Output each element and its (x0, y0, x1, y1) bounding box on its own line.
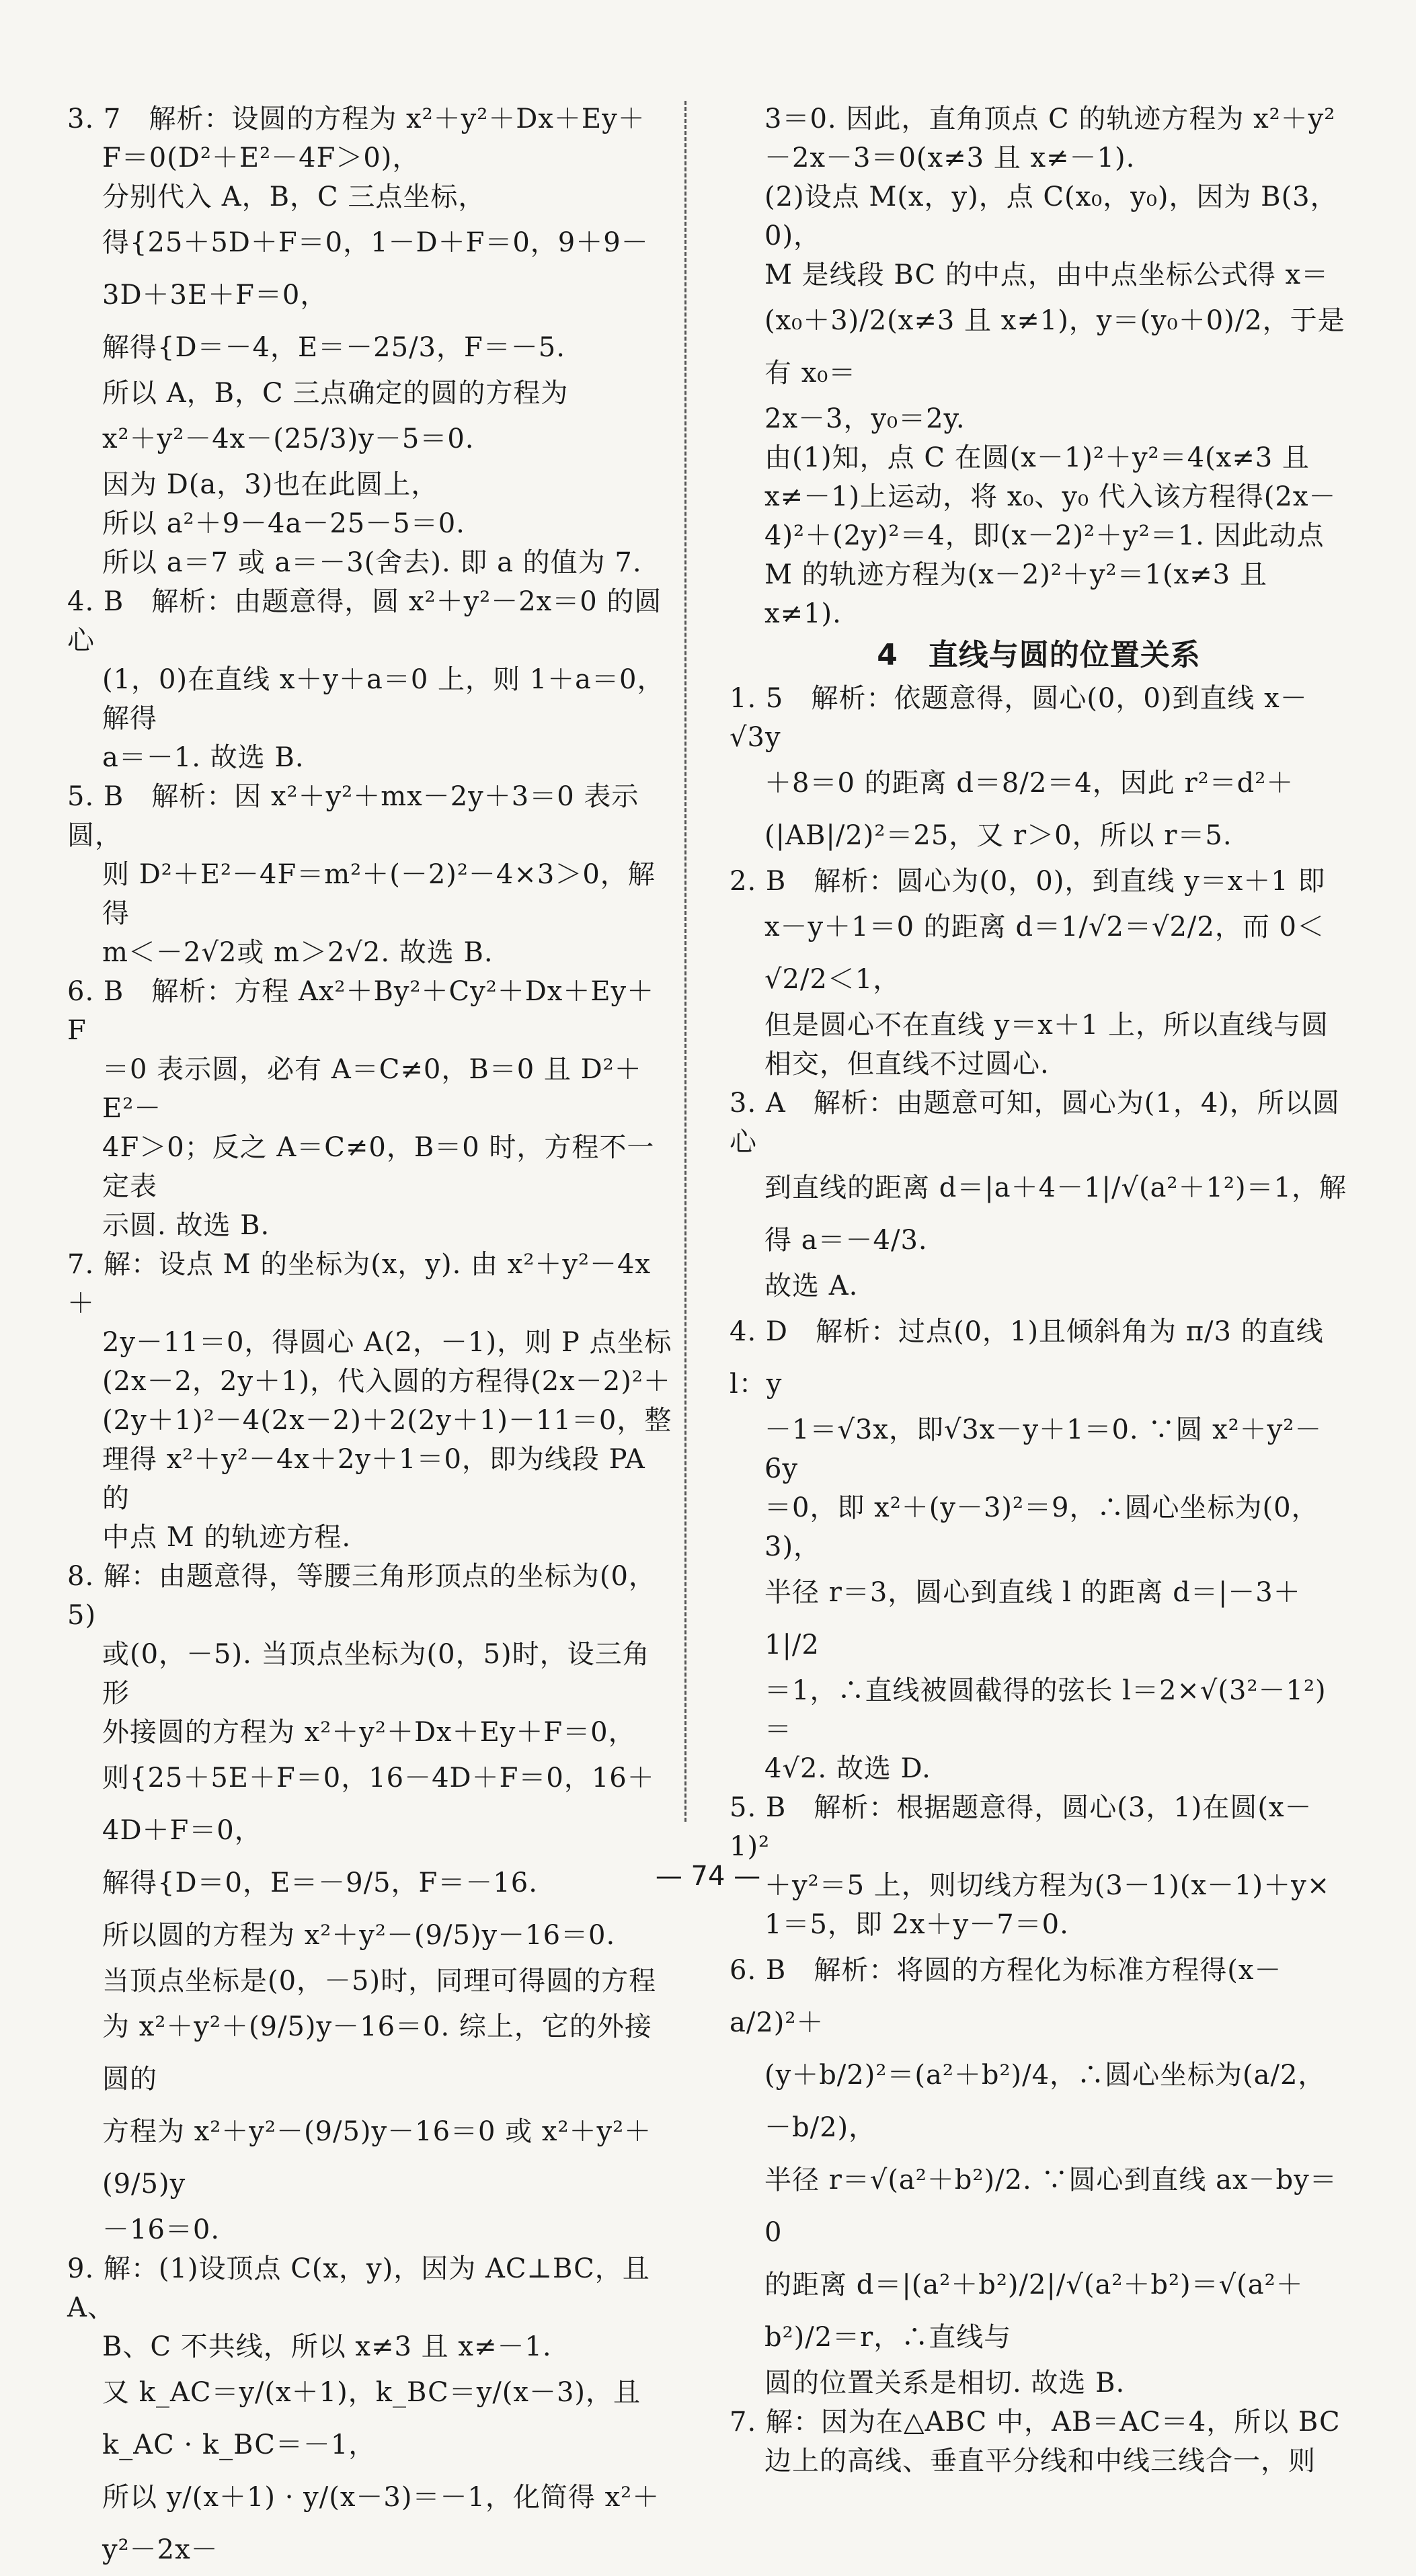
text-line: 因为 D(a，3)也在此圆上， (102, 469, 439, 500)
text-line: ＝0，即 x²＋(y－3)²＝9，∴圆心坐标为(0，3)， (764, 1492, 1319, 1562)
text-line: －16＝0. (102, 2214, 221, 2245)
text-line: 半径 r＝√(a²＋b²)/2. ∵圆心到直线 ax－by＝0 (764, 2165, 1337, 2248)
text-line: 5. B 解析：根据题意得，圆心(3，1)在圆(x－1)² (730, 1792, 1312, 1862)
text-line: 3. A 解析：由题意可知，圆心为(1，4)，所以圆心 (730, 1088, 1340, 1158)
left-column (67, 99, 672, 2576)
text-line: 3＝0. 因此，直角顶点 C 的轨迹方程为 x²＋y² (764, 104, 1336, 134)
text-line: F＝0(D²＋E²－4F＞0)， (102, 143, 420, 173)
text-line: 6. B 解析：将圆的方程化为标准方程得(x－a/2)²＋ (730, 1955, 1282, 2038)
text-line: M 的轨迹方程为(x－2)²＋y²＝1(x≠3 且 x≠1). (764, 559, 1267, 629)
text-line: 圆的位置关系是相切. 故选 B. (764, 2368, 1126, 2399)
text-line: 当顶点坐标是(0，－5)时，同理可得圆的方程 (102, 1966, 657, 1997)
text-line: (2x－2，2y＋1)，代入圆的方程得(2x－2)²＋ (102, 1366, 671, 1397)
text-line: (2y＋1)²－4(2x－2)＋2(2y＋1)－11＝0，整 (102, 1405, 672, 1436)
text-line: 解得{D＝－4，E＝－25/3，F＝－5. (102, 332, 565, 363)
text-line: x－y＋1＝0 的距离 d＝1/√2＝√2/2，而 0＜√2/2＜1， (764, 912, 1325, 995)
text-line: 相交，但直线不过圆心. (764, 1049, 1050, 1080)
text-line: (x₀＋3)/2(x≠3 且 x≠1)，y＝(y₀＋0)/2，于是有 x₀＝ (764, 305, 1345, 389)
text-line: 4)²＋(2y)²＝4，即(x－2)²＋y²＝1. 因此动点 (764, 520, 1325, 551)
text-line: 分别代入 A，B，C 三点坐标， (102, 182, 486, 212)
text-line: (2)设点 M(x，y)，点 C(x₀，y₀)，因为 B(3，0)， (764, 182, 1338, 251)
text-line: 4√2. 故选 D. (764, 1753, 931, 1784)
text-line: (y＋b/2)²＝(a²＋b²)/4，∴圆心坐标为(a/2，－b/2)， (764, 2060, 1326, 2143)
text-line: m＜－2√2或 m＞2√2. 故选 B. (102, 937, 494, 968)
text-line: M 是线段 BC 的中点，由中点坐标公式得 x＝ (764, 259, 1329, 290)
text-line: x²＋y²－4x－(25/3)y－5＝0. (102, 424, 475, 454)
text-line: (1，0)在直线 x＋y＋a＝0 上，则 1＋a＝0，解得 (102, 664, 665, 734)
text-line: (|AB|/2)²＝25，又 r＞0，所以 r＝5. (764, 820, 1232, 851)
text-line: 4. D 解析：过点(0，1)且倾斜角为 π/3 的直线 l：y (730, 1316, 1324, 1400)
text-line: 4. B 解析：由题意得，圆 x²＋y²－2x＝0 的圆心 (67, 586, 662, 656)
text-line: 2x－3，y₀＝2y. (764, 403, 966, 434)
text-line: ＝1，∴直线被圆截得的弦长 l＝2×√(3²－1²)＝ (764, 1675, 1327, 1745)
text-line: 1＝5，即 2x＋y－7＝0. (764, 1909, 1069, 1940)
text-line: 外接圆的方程为 x²＋y²＋Dx＋Ey＋F＝0， (102, 1717, 636, 1748)
right-column (730, 99, 1348, 2481)
text-line: B、C 不共线，所以 x≠3 且 x≠－1. (102, 2331, 552, 2362)
text-line: 2. B 解析：圆心为(0，0)，到直线 y＝x＋1 即 (730, 866, 1326, 897)
text-line: 到直线的距离 d＝|a＋4－1|/√(a²＋1²)＝1，解得 a＝－4/3. (764, 1172, 1347, 1256)
text-line: －2x－3＝0(x≠3 且 x≠－1). (764, 143, 1136, 173)
text-line: 7. 解：因为在△ABC 中，AB＝AC＝4，所以 BC (730, 2407, 1341, 2438)
text-line: 示圆. 故选 B. (102, 1210, 270, 1241)
text-line: －1＝√3x，即√3x－y＋1＝0. ∵圆 x²＋y²－6y (764, 1414, 1323, 1484)
text-line: 5. B 解析：因 x²＋y²＋mx－2y＋3＝0 表示圆， (67, 781, 639, 851)
text-line: 6. B 解析：方程 Ax²＋By²＋Cy²＋Dx＋Ey＋F (67, 976, 655, 1046)
text-line: 8. 解：由题意得，等腰三角形顶点的坐标为(0，5) (67, 1561, 656, 1631)
text-line: 由(1)知，点 C 在圆(x－1)²＋y²＝4(x≠3 且 (764, 442, 1310, 473)
text-line: 4F＞0；反之 A＝C≠0，B＝0 时，方程不一定表 (102, 1132, 655, 1202)
text-line: 3. 7 解析：设圆的方程为 x²＋y²＋Dx＋Ey＋ (67, 104, 645, 134)
section-title: 4 直线与圆的位置关系 (877, 638, 1201, 672)
text-line: 2y－11＝0，得圆心 A(2，－1)，则 P 点坐标 (102, 1327, 672, 1358)
text-line: 为 x²＋y²＋(9/5)y－16＝0. 综上，它的外接圆的 (102, 2011, 652, 2095)
text-line: 或(0，－5). 当顶点坐标为(0，5)时，设三角形 (102, 1639, 650, 1709)
text-line: 所以圆的方程为 x²＋y²－(9/5)y－16＝0. (102, 1920, 616, 1951)
text-line: 所以 y/(x＋1) · y/(x－3)＝－1，化简得 x²＋y²－2x－ (102, 2482, 660, 2565)
text-line: 半径 r＝3，圆心到直线 l 的距离 d＝|－3＋1|/2 (764, 1577, 1301, 1660)
text-line: ＋y²＝5 上，则切线方程为(3－1)(x－1)＋y× (764, 1870, 1331, 1901)
text-line: x≠－1)上运动，将 x₀、y₀ 代入该方程得(2x－ (764, 481, 1337, 512)
column-divider (684, 101, 686, 1822)
text-line: 所以 a²＋9－4a－25－5＝0. (102, 508, 465, 539)
text-line: ＝0 表示圆，必有 A＝C≠0，B＝0 且 D²＋E²－ (102, 1054, 642, 1124)
text-line: 边上的高线、垂直平分线和中线三线合一，则 (764, 2446, 1316, 2477)
text-line: 所以 a＝7 或 a＝－3(舍去). 即 a 的值为 7. (102, 547, 642, 578)
text-line: a＝－1. 故选 B. (102, 742, 305, 773)
text-line: 7. 解：设点 M 的坐标为(x，y). 由 x²＋y²－4x＋ (67, 1249, 652, 1319)
text-line: ＋8＝0 的距离 d＝8/2＝4，因此 r²＝d²＋ (764, 768, 1294, 799)
text-line: 则{25＋5E＋F＝0，16－4D＋F＝0，16＋4D＋F＝0， (102, 1763, 655, 1846)
page-number: — 74 — (655, 1861, 761, 1892)
text-line: 9. 解：(1)设顶点 C(x，y)，因为 AC⊥BC，且 A、 (67, 2253, 650, 2323)
text-line: 解得{D＝0，E＝－9/5，F＝－16. (102, 1867, 538, 1898)
text-line: 故选 A. (764, 1271, 859, 1301)
text-line: 的距离 d＝|(a²＋b²)/2|/√(a²＋b²)＝√(a²＋b²)/2＝r，∴直线与 (764, 2269, 1304, 2353)
text-line: 但是圆心不在直线 y＝x＋1 上，所以直线与圆 (764, 1010, 1329, 1041)
text-line: 又 k_AC＝y/(x＋1)，k_BC＝y/(x－3)，且 k_AC · k_BC＝－1， (102, 2377, 641, 2460)
text-line: 得{25＋5D＋F＝0，1－D＋F＝0，9＋9－3D＋3E＋F＝0， (102, 227, 649, 311)
text-line: 所以 A，B，C 三点确定的圆的方程为 (102, 378, 569, 409)
text-line: 中点 M 的轨迹方程. (102, 1522, 352, 1553)
text-line: 1. 5 解析：依题意得，圆心(0，0)到直线 x－√3y (730, 683, 1308, 753)
text-line: 方程为 x²＋y²－(9/5)y－16＝0 或 x²＋y²＋(9/5)y (102, 2116, 652, 2200)
text-line: 理得 x²＋y²－4x＋2y＋1＝0，即为线段 PA 的 (102, 1444, 645, 1514)
text-line: 则 D²＋E²－4F＝m²＋(－2)²－4×3＞0，解得 (102, 859, 656, 929)
